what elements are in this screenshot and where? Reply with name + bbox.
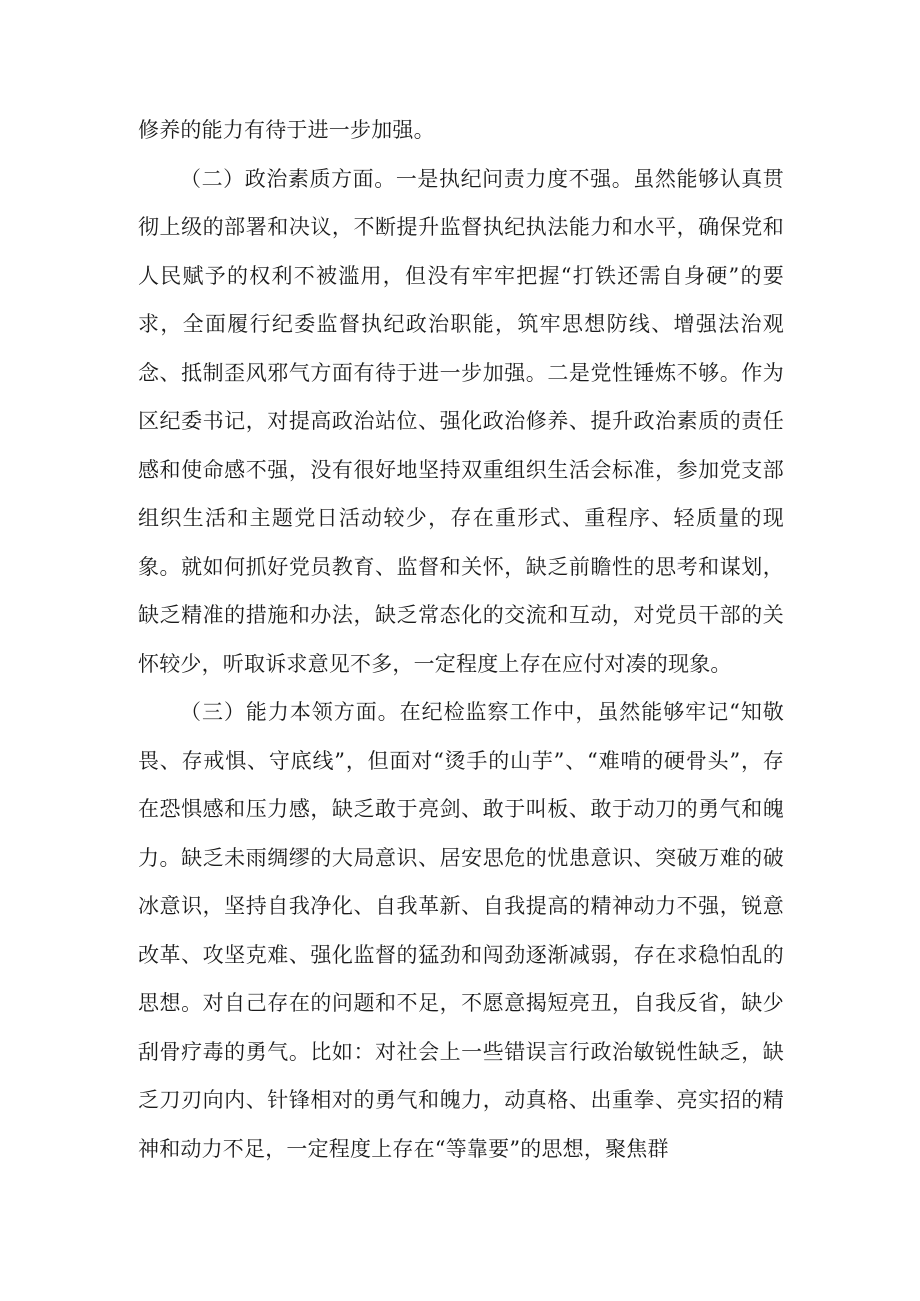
paragraph-continuation: 修养的能力有待于进一步加强。 [138, 118, 435, 142]
document-body [138, 106, 784, 1173]
paragraph-political-quality: （二）政治素质方面。一是执纪问责力度不强。虽然能够认真贯彻上级的部署和决议，不断提升监督执纪执法能力和水平，确保党和人民赋予的权利不被滥用，但没有牢牢把握“打铁还需自身硬”的要求，全面履行纪委监督执纪政治职能，筑牢思想防线、增强法治观念、抵制歪风邪气方面有待于进一步加强。二是党性锤炼不够。作为区纪委书记，对提高政治站位、强化政治修养、提升政治素质的责任感和使命感不强，没有很好地坚持双重组织生活会标准，参加党支部组织生活和主题党日活动较少，存在重形式、重程序、轻质量的现象。就如何抓好党员教育、监督和关怀，缺乏前瞻性的思考和谋划，缺乏精准的措施和办法，缺乏常态化的交流和互动，对党员干部的关怀较少，听取诉求意见不多，一定程度上存在应付对凑的现象。 [138, 166, 784, 676]
paragraph-ability-skills: （三）能力本领方面。在纪检监察工作中，虽然能够牢记“知敬畏、存戒惧、守底线”，但面对“烫手的山芋”、“难啃的硬骨头”，存在恐惧感和压力感，缺乏敢于亮剑、敢于叫板、敢于动刀的勇气和魄力。缺乏未雨绸缪的大局意识、居安思危的忧患意识、突破万难的破冰意识，坚持自我净化、自我革新、自我提高的精神动力不强，锐意改革、攻坚克难、强化监督的猛劲和闯劲逐渐减弱，存在求稳怕乱的思想。对自己存在的问题和不足，不愿意揭短亮丑，自我反省，缺少刮骨疗毒的勇气。比如：对社会上一些错误言行政治敏锐性缺乏，缺乏刀刃向内、针锋相对的勇气和魄力，动真格、出重拳、亮实招的精神和动力不足，一定程度上存在“等靠要”的思想，聚焦群 [138, 700, 784, 1161]
